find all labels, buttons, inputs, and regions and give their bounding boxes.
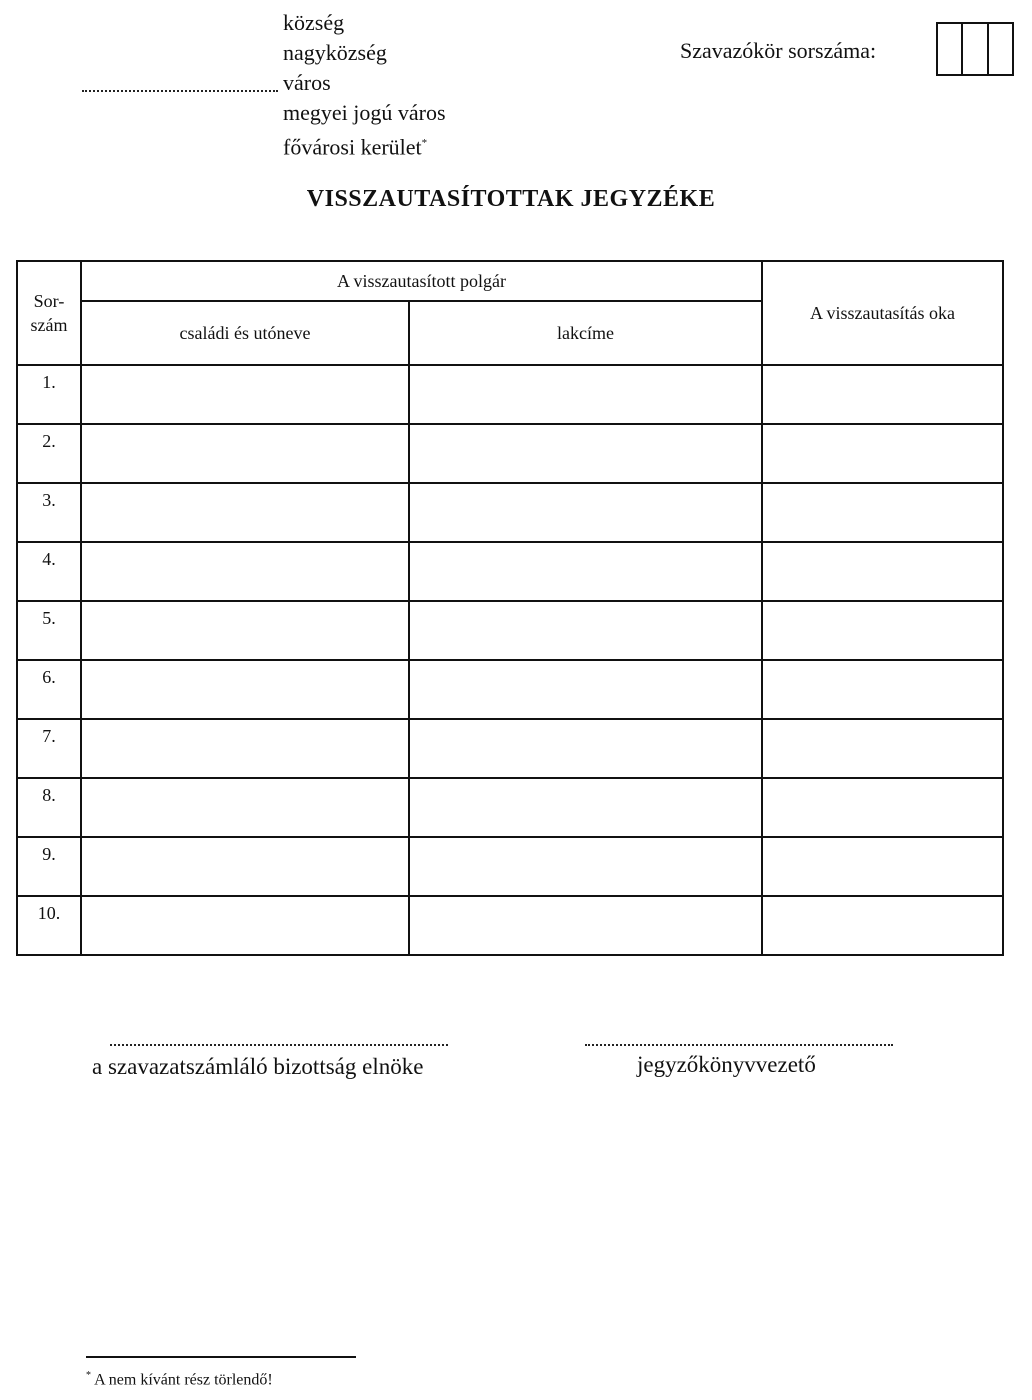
document-title: VISSZAUTASÍTOTTAK JEGYZÉKE <box>306 186 716 212</box>
table-row <box>17 601 1003 660</box>
name-cell[interactable] <box>81 660 409 719</box>
footnote <box>86 1370 273 1389</box>
row-number: 9. <box>17 837 81 896</box>
address-cell[interactable] <box>409 601 762 660</box>
table-row <box>17 719 1003 778</box>
name-cell[interactable] <box>81 719 409 778</box>
address-cell[interactable] <box>409 424 762 483</box>
reason-cell[interactable] <box>762 660 1003 719</box>
reason-cell[interactable] <box>762 896 1003 955</box>
address-cell[interactable] <box>409 365 762 424</box>
reason-cell[interactable] <box>762 365 1003 424</box>
precinct-digit-box[interactable] <box>989 24 1012 74</box>
recorder-signature-label: jegyzőkönyvvezető <box>637 1052 816 1077</box>
name-cell[interactable] <box>81 837 409 896</box>
table-row <box>17 778 1003 837</box>
footnote-text: A nem kívánt rész törlendő! <box>91 1371 273 1389</box>
name-cell[interactable] <box>81 601 409 660</box>
table-row <box>17 424 1003 483</box>
precinct-number-boxes[interactable] <box>936 22 1014 76</box>
reason-cell[interactable] <box>762 778 1003 837</box>
settlement-type-kozseg: község <box>283 10 345 35</box>
column-header-name: családi és utóneve <box>81 301 409 365</box>
address-cell[interactable] <box>409 719 762 778</box>
row-number: 10. <box>17 896 81 955</box>
table-row <box>17 837 1003 896</box>
precinct-number-label: Szavazókör sorszáma: <box>680 38 877 63</box>
row-number: 8. <box>17 778 81 837</box>
reason-cell[interactable] <box>762 837 1003 896</box>
row-number: 4. <box>17 542 81 601</box>
recorder-signature-line[interactable] <box>585 1034 893 1046</box>
settlement-type-megyei-jogu-varos: megyei jogú város <box>283 100 446 125</box>
settlement-type-nagykozseg: nagyközség <box>283 40 387 65</box>
precinct-digit-box[interactable] <box>963 24 988 74</box>
reason-cell[interactable] <box>762 483 1003 542</box>
name-cell[interactable] <box>81 542 409 601</box>
table-row <box>17 483 1003 542</box>
footnote-marker: * <box>421 137 428 149</box>
footnote-marker: * <box>86 1370 91 1381</box>
settlement-name-blank[interactable] <box>82 78 278 92</box>
column-header-number-line1: Sor- <box>33 291 65 311</box>
row-number: 2. <box>17 424 81 483</box>
name-cell[interactable] <box>81 424 409 483</box>
name-cell[interactable] <box>81 483 409 542</box>
table-row <box>17 896 1003 955</box>
reason-cell[interactable] <box>762 601 1003 660</box>
table-row <box>17 660 1003 719</box>
address-cell[interactable] <box>409 483 762 542</box>
chair-signature-label: a szavazatszámláló bizottság elnöke <box>92 1054 424 1079</box>
column-header-address: lakcíme <box>409 301 762 365</box>
table-row <box>17 365 1003 424</box>
name-cell[interactable] <box>81 778 409 837</box>
row-number: 3. <box>17 483 81 542</box>
column-header-number-line2: szám <box>30 315 68 335</box>
address-cell[interactable] <box>409 896 762 955</box>
row-number: 1. <box>17 365 81 424</box>
name-cell[interactable] <box>81 365 409 424</box>
settlement-type-fovarosi-kerulet-label: fővárosi kerület <box>283 134 422 160</box>
table-row <box>17 542 1003 601</box>
reason-cell[interactable] <box>762 424 1003 483</box>
address-cell[interactable] <box>409 542 762 601</box>
row-number: 5. <box>17 601 81 660</box>
settlement-type-fovarosi-kerulet <box>283 128 446 162</box>
row-number: 7. <box>17 719 81 778</box>
settlement-type-list <box>283 8 446 162</box>
column-header-reason: A visszautasítás oka <box>762 261 1003 365</box>
reason-cell[interactable] <box>762 542 1003 601</box>
column-header-number <box>17 261 81 365</box>
footnote-divider <box>86 1356 356 1358</box>
rejected-citizens-table <box>16 260 1004 956</box>
address-cell[interactable] <box>409 837 762 896</box>
row-number: 6. <box>17 660 81 719</box>
reason-cell[interactable] <box>762 719 1003 778</box>
chair-signature-line[interactable] <box>110 1034 448 1046</box>
address-cell[interactable] <box>409 660 762 719</box>
address-cell[interactable] <box>409 778 762 837</box>
name-cell[interactable] <box>81 896 409 955</box>
settlement-type-varos: város <box>283 70 331 95</box>
column-group-header: A visszautasított polgár <box>81 261 762 301</box>
precinct-digit-box[interactable] <box>938 24 963 74</box>
